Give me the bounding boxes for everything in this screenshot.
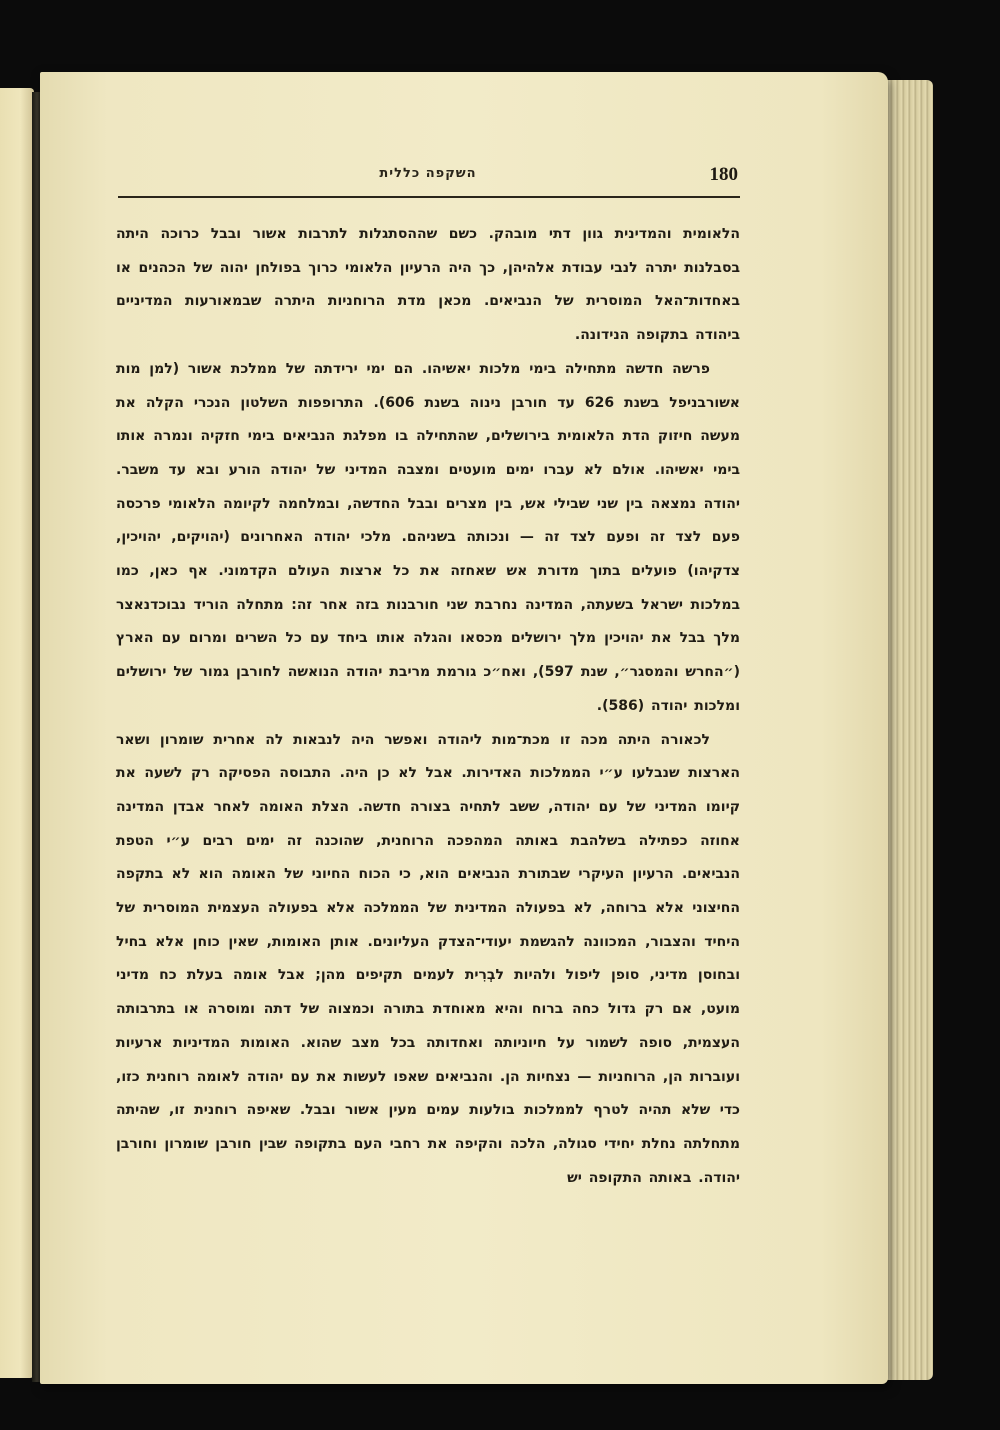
page-header [118,160,738,196]
paragraph-3: לכאורה היתה מכה זו מכת־מות ליהודה ואפשר היה לנבאות לה אחרית שומרון ושאר הארצות שנבלעו ע״י הממלכות האדירות. אבל לא כן היה. התבוסה הפסיקה רק לשעה את קיומו המדיני של עם יהודה, ששב לתחיה בצורה חדשה. הצלת האומה לאחר אבדן המדינה אחוזה כפתילה בשלהבת באותה המהפכה הרוחנית, שהוכנה זה ימים רבים ע״י הטפת הנביאים. הרעיון העיקרי שבתורת הנביאים הוא, כי הכוח החיוני של האומה הוא לא בתקפה החיצוני אלא ברוחה, לא בפעולה המדינית של הממלכה אלא בפעולה העצמית המוסרית של היחיד והצבור, המכוונה להגשמת יעודי־הצדק העליונים. אותן האומות, שאין כוחן אלא בחיל ובחוסן מדיני, סופן ליפול ולהיות לבְרִית לעמים תקיפים מהן; אבל אומה בעלת כח מדיני מועט, אם רק גדול כחה ברוח והיא מאוחדת בתורה וכמצוה של דתה ומוסרה או בתרבותה העצמית, סופה לשמור על חיוניותה ואחדותה בכל מצב שהוא. האומות המדיניות ארעיות ועוברות הן, הרוחניות — נצחיות הן. והנביאים שאפו לעשות את עם יהודה לאומה רוחנית כזו, כדי שלא תהיה לטרף לממלכות בולעות עמים מעין אשור ובבל. שאיפה רוחנית זו, שהיתה מתחלתה נחלת יחידי סגולה, הלכה והקיפה את רחבי העם בתקופה שבין חורבן שומרון וחורבן יהודה. באותה התקופה יש [116,731,740,1186]
paragraph-1: הלאומית והמדינית גוון דתי מובהק. כשם שההסתגלות לתרבות אשור ובבל כרוכה היתה בסבלנות יתרה לנבי עבודת אלהיהן, כך היה הרעיון הלאומי כרוך בפולחן יהוה של הכהנים או באחדות־האל המוסרית של הנביאים. מכאן מדת הרוחניות היתרה שבמאורעות המדיניים ביהודה בתקופה הנידונה. [116,226,740,344]
running-head: השקפה כללית [379,166,477,181]
header-rule [118,196,740,198]
paragraph-2: פרשה חדשה מתחילה בימי מלכות יאשיהו. הם ימי ירידתה של ממלכת אשור (למן מות אשורבניפל בשנת 626 עד חורבן נינוה בשנת 606). התרופפות השלטון הנכרי הקלה את מעשה חיזוק הדת הלאומית בירושלים, שהתחילה בו מפלגת הנביאים בימי חזקיה ונמרה אותו בימי יאשיהו. אולם לא עברו ימים מועטים ומצבה המדיני של יהודה הורע ובא עד משבר. יהודה נמצאה בין שני שבילי אש, בין מצרים ובבל החדשה, ובמלחמה לקיומה הלאומי פרכסה פעם לצד זה ופעם לצד זה — ונכותה בשניהם. מלכי יהודה האחרונים (יהויקים, יהויכין, צדקיהו) פועלים בתוך מדורת אש שאחזה את כל ארצות העולם הקדמוני. אף כאן, כמו במלכות ישראל בשעתה, המדינה נחרבת שני חורבנות בזה אחר זה: מתחלה הוריד נבוכדנאצר מלך בבל את יהויכין מלך ירושלים מכסאו והגלה אותו ביחד עם כל השרים ומרום עם הארץ (״החרש והמסגר״, שנת 597), ואח״כ גורמת מריבת יהודה הנואשה לחורבן גמור של ירושלים ומלכות יהודה (586). [116,360,741,714]
body-text [116,218,740,1258]
left-page-edge [0,88,34,1378]
page-number: 180 [709,164,738,185]
